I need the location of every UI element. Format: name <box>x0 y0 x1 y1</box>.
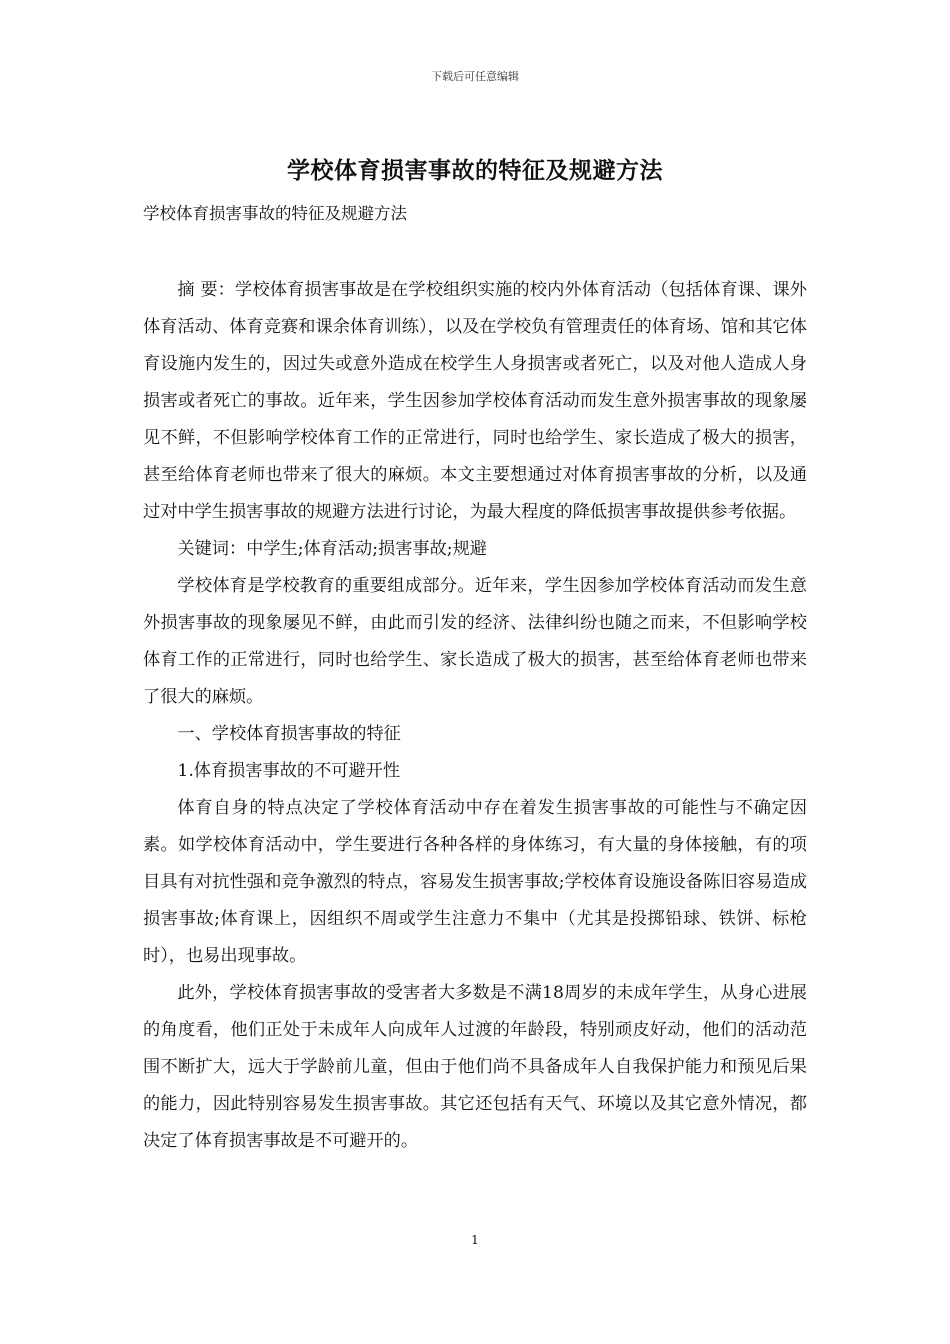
abstract-paragraph: 摘 要：学校体育损害事故是在学校组织实施的校内外体育活动（包括体育课、课外体育活动、体育竞赛和课余体育训练），以及在学校负有管理责任的体育场、馆和其它体育设施内发生的，因过失或意外造成在校学生人身损害或者死亡，以及对他人造成人身损害或者死亡的事故。近年来，学生因参加学校体育活动而发生意外损害事故的现象屡见不鲜，不但影响学校体育工作的正常进行，同时也给学生、家长造成了极大的损害，甚至给体育老师也带来了很大的麻烦。本文主要想通过对体育损害事故的分析，以及通过对中学生损害事故的规避方法进行讨论，为最大程度的降低损害事故提供参考依据。 <box>143 280 807 522</box>
keywords-paragraph: 关键词：中学生;体育活动;损害事故;规避 <box>177 539 487 559</box>
section-heading: 一、学校体育损害事故的特征 <box>177 724 401 744</box>
page-number: 1 <box>471 1233 479 1247</box>
header-note: 下载后可任意编辑 <box>431 70 519 83</box>
subsection-heading: 1.体育损害事故的不可避开性 <box>177 761 401 781</box>
document-title: 学校体育损害事故的特征及规避方法 <box>287 157 663 184</box>
document-subtitle: 学校体育损害事故的特征及规避方法 <box>143 204 407 223</box>
document-body <box>143 272 807 1160</box>
body-paragraph: 体育自身的特点决定了学校体育活动中存在着发生损害事故的可能性与不确定因素。如学校体育活动中，学生要进行各种各样的身体练习，有大量的身体接触，有的项目具有对抗性强和竞争激烈的特点，容易发生损害事故;学校体育设施设备陈旧容易造成损害事故;体育课上，因组织不周或学生注意力不集中（尤其是投掷铅球、铁饼、标枪时），也易出现事故。 <box>143 798 807 966</box>
body-paragraph: 此外，学校体育损害事故的受害者大多数是不满18周岁的未成年学生，从身心进展的角度看，他们正处于未成年人向成年人过渡的年龄段，特别顽皮好动，他们的活动范围不断扩大，远大于学龄前儿童，但由于他们尚不具备成年人自我保护能力和预见后果的能力，因此特别容易发生损害事故。其它还包括有天气、环境以及其它意外情况，都决定了体育损害事故是不可避开的。 <box>143 983 807 1151</box>
intro-paragraph: 学校体育是学校教育的重要组成部分。近年来，学生因参加学校体育活动而发生意外损害事故的现象屡见不鲜，由此而引发的经济、法律纠纷也随之而来，不但影响学校体育工作的正常进行，同时也给学生、家长造成了极大的损害，甚至给体育老师也带来了很大的麻烦。 <box>143 576 807 707</box>
